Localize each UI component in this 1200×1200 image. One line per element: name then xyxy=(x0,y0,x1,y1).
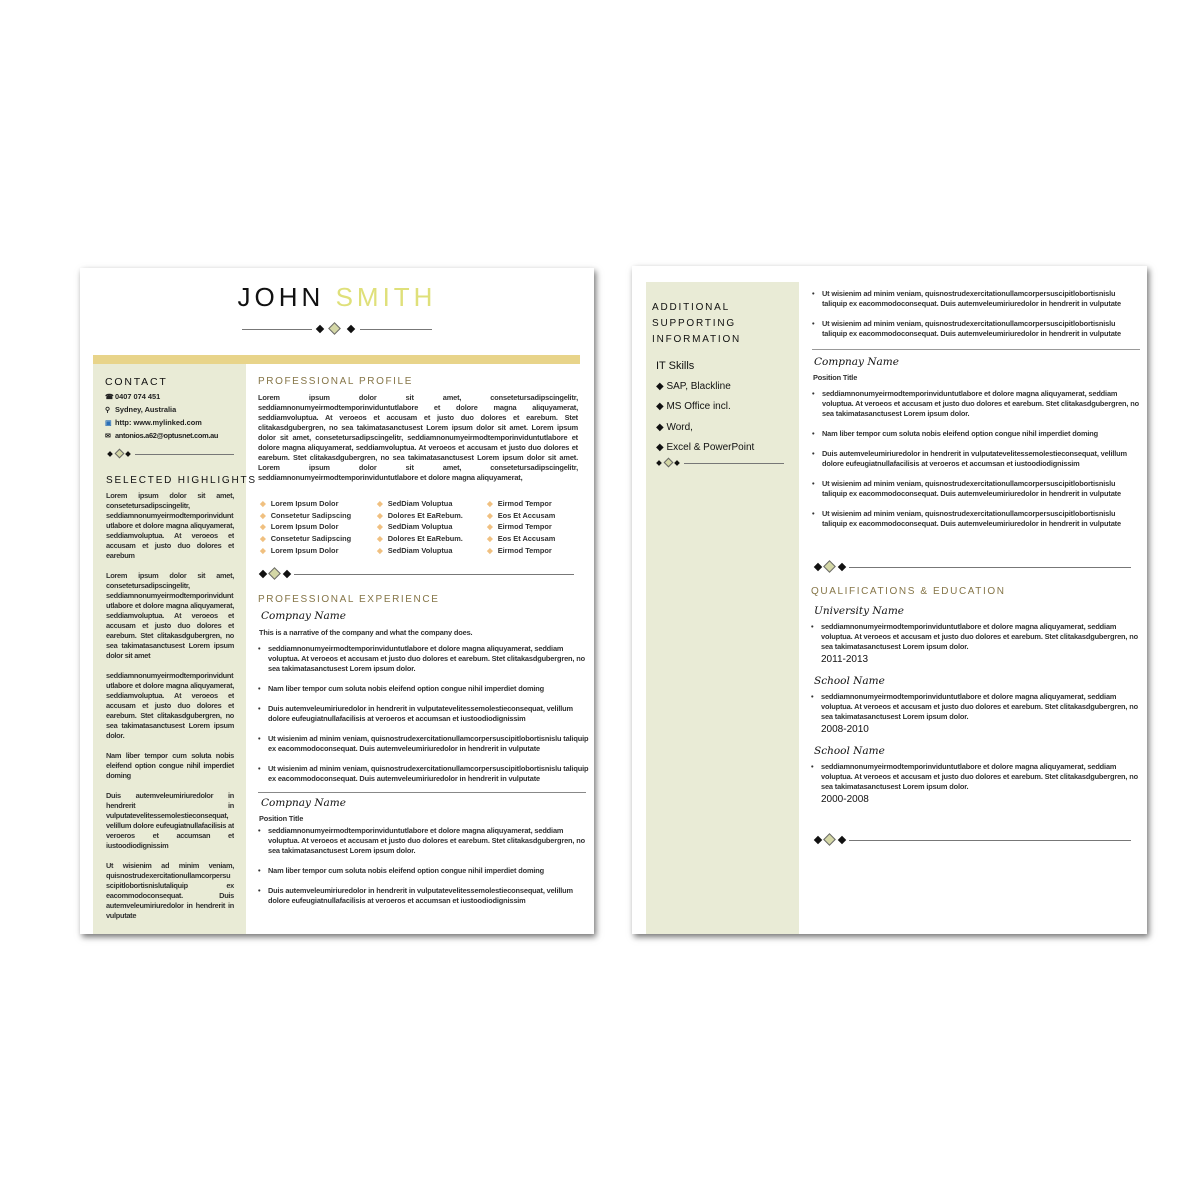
bullet-icon: ◆ xyxy=(487,545,493,555)
bullet-icon: ◆ xyxy=(260,499,266,508)
bullet-item: • Ut wisienim ad minim veniam, quisnostrudexercitationullamcorpersuscipitlobortisnislu taliquip ex eacommodoconsequat. Duis autemveleumiriuredolor in hendrerit in vulputate xyxy=(812,509,1140,529)
section-divider xyxy=(107,449,234,459)
highlight-paragraph: Duis autemveleumiriuredolor in hendrerit in vulputatevelitessemolestieconsequat, velillum dolore eufeugiatnullafacilisis at veroeros et accumsan et iustoodiodignissim xyxy=(106,791,234,850)
section-divider xyxy=(813,562,1131,572)
bullet-icon: ◆ xyxy=(377,522,383,532)
contact-linkedin[interactable]: ▣ http: www.mylinked.com xyxy=(105,417,243,430)
skills-column xyxy=(260,498,377,557)
name-divider xyxy=(242,324,432,334)
skill-label: Eos Et Accusam xyxy=(497,534,556,544)
bullet-item: • Duis autemveleumiriuredolor in hendrerit in vulputatevelitessemolestieconsequat, velillum dolore eufeugiatnullafacilisis at veroeros et accumsan et iustoodiodignissim xyxy=(258,886,592,906)
skill-item xyxy=(260,533,377,545)
location-pin-icon: ⚲ xyxy=(105,407,111,414)
contact-heading: CONTACT xyxy=(105,376,168,388)
position-title: Position Title xyxy=(259,814,304,823)
skill-item xyxy=(377,521,487,533)
resume-page-2 xyxy=(632,266,1147,934)
bullet-icon: ◆ xyxy=(260,534,266,544)
education-entry xyxy=(811,745,1139,805)
position-title: Position Title xyxy=(813,373,858,382)
experience-heading: PROFESSIONAL EXPERIENCE xyxy=(258,594,440,605)
bullet-icon: ◆ xyxy=(377,545,383,555)
bullet-icon: ◆ xyxy=(260,522,266,532)
skill-item xyxy=(487,545,577,557)
skill-label: Lorem Ipsum Dolor xyxy=(270,545,339,555)
skills-column xyxy=(487,498,577,557)
linkedin-icon: ▣ xyxy=(105,420,112,427)
skill-item xyxy=(377,498,487,510)
experience-continued xyxy=(812,289,1140,539)
company-name: Compnay Name xyxy=(261,797,346,809)
it-skill-item: ◆ Word, xyxy=(656,421,693,433)
bullet-item: • Nam liber tempor cum soluta nobis eleifend option congue nihil imperdiet doming xyxy=(812,429,1140,439)
institution-name: University Name xyxy=(814,605,904,617)
highlight-paragraph: Ut wisienim ad minim veniam, quisnostrudexercitationullamcorpersuscipitlobortisnislutaliquip ex eacommodoconsequat. Duis autemveleumiriuredolor in hendrerit in vulputate xyxy=(106,861,234,920)
it-skill-item: ◆ SAP, Blackline xyxy=(656,380,731,392)
contact-email[interactable]: ✉ antonios.a62@optusnet.com.au xyxy=(105,430,243,443)
last-name: SMITH xyxy=(335,282,437,312)
bullet-item: • seddiamnonumyeirmodtemporinviduntutlabore et dolore magna aliquyamerat, seddiam voluptua. At veroeos et accusam et justo duo dolores et earebum. Stet clitakasdgubergren, no sea takimatasanctusest Lorem ipsum dolor. xyxy=(812,389,1140,419)
bullet-item: • Duis autemveleumiriuredolor in hendrerit in vulputatevelitessemolestieconsequat, velillum dolore eufeugiatnullafacilisis at veroeros et accumsan et iustoodiodignissim xyxy=(812,449,1140,469)
contact-phone: ☎0407 074 451 xyxy=(105,391,243,404)
resume-page-1 xyxy=(80,268,594,934)
skill-item xyxy=(260,498,377,510)
skill-label: Dolores Et EaRebum. xyxy=(387,510,463,520)
bullet-icon: ◆ xyxy=(377,499,383,508)
education-bullets xyxy=(811,692,1139,722)
education-years: 2008-2010 xyxy=(821,724,869,735)
it-skills-heading: IT Skills xyxy=(656,360,695,372)
skill-label: Consetetur Sadipscing xyxy=(270,510,352,520)
additional-section xyxy=(652,300,797,459)
bullet-item: • Ut wisienim ad minim veniam, quisnostrudexercitationullamcorpersuscipitlobortisnislu taliquip ex eacommodoconsequat. Duis autemveleumiriuredolor in hendrerit in vulputate xyxy=(812,319,1140,339)
skill-label: Eirmod Tempor xyxy=(497,522,552,532)
bullet-icon: ◆ xyxy=(377,510,383,520)
company-narrative: This is a narrative of the company and what the company does. xyxy=(259,628,473,637)
skill-item xyxy=(377,545,487,557)
bullet-icon: ◆ xyxy=(487,499,493,508)
skill-item xyxy=(260,510,377,522)
bullet-icon: ◆ xyxy=(487,534,493,544)
profile-section xyxy=(258,376,578,483)
skill-label: SedDiam Voluptua xyxy=(387,522,453,532)
skill-label: Dolores Et EaRebum. xyxy=(387,534,463,544)
highlight-paragraph: Lorem ipsum dolor sit amet, consetetursadipscingelitr, seddiamnonumyeirmodtemporinviduntutlabore et dolore magna aliquyamerat, seddiamvoluptua. At veroeos et accusam et justo duo dolores et earebum xyxy=(106,491,234,560)
skill-item xyxy=(260,545,377,557)
job-divider xyxy=(812,349,1140,350)
skill-item xyxy=(487,510,577,522)
bullet-item: • Nam liber tempor cum soluta nobis eleifend option congue nihil imperdiet doming xyxy=(258,684,592,694)
section-divider xyxy=(656,458,784,468)
company-name: Compnay Name xyxy=(814,356,899,368)
job2-bullets xyxy=(258,826,592,906)
skill-label: Eirmod Tempor xyxy=(497,545,552,555)
contact-section xyxy=(105,376,243,443)
skill-item xyxy=(487,498,577,510)
skill-label: Eirmod Tempor xyxy=(497,499,552,508)
skill-label: Lorem Ipsum Dolor xyxy=(270,522,339,532)
highlight-paragraph: Nam liber tempor cum soluta nobis eleifend option congue nihil imperdiet doming xyxy=(106,751,234,780)
bullet-icon: ◆ xyxy=(487,510,493,520)
bullet-item: • Duis autemveleumiriuredolor in hendrerit in vulputatevelitessemolestieconsequat, velillum dolore eufeugiatnullafacilisis at veroeros et accumsan et iustoodiodignissim xyxy=(258,704,592,724)
skill-label: SedDiam Voluptua xyxy=(387,545,453,555)
education-bullets xyxy=(811,622,1139,652)
accent-bar xyxy=(93,355,580,364)
skills-grid xyxy=(260,498,580,557)
bullet-item: • Ut wisienim ad minim veniam, quisnostrudexercitationullamcorpersuscipitlobortisnislu taliquip ex eacommodoconsequat. Duis autemveleumiriuredolor in hendrerit in vulputate xyxy=(812,289,1140,309)
email-icon: ✉ xyxy=(105,433,111,440)
job-divider xyxy=(258,792,586,793)
name-title xyxy=(80,282,594,313)
bullet-item: • seddiamnonumyeirmodtemporinviduntutlabore et dolore magna aliquyamerat, seddiam voluptua. At veroeos et accusam et justo duo dolores et earebum. Stet clitakasdgubergren, no sea takimatasanctusest Lorem ipsum dolor. xyxy=(811,622,1139,652)
education-bullets xyxy=(811,762,1139,792)
bullet-item: • seddiamnonumyeirmodtemporinviduntutlabore et dolore magna aliquyamerat, seddiam voluptua. At veroeos et accusam et justo duo dolores et earebum. Stet clitakasdgubergren, no sea takimatasanctusest Lorem ipsum dolor. xyxy=(811,692,1139,722)
job3-bullets xyxy=(812,389,1140,529)
bullet-item: • Ut wisienim ad minim veniam, quisnostrudexercitationullamcorpersuscipitlobortisnislu taliquip ex eacommodoconsequat. Duis autemveleumiriuredolor in hendrerit in vulputate xyxy=(258,764,592,784)
highlight-paragraph: Lorem ipsum dolor sit amet, consetetursadipscingelitr, seddiamnonumyeirmodtemporinviduntutlabore et dolore magna aliquyamerat, seddiamvoluptua. At veroeos et accusam et justo duo dolores et earebum. Stet clitakasdgubergren, no sea takimatasanctusest Lorem ipsum dolor sit amet xyxy=(106,571,234,660)
skill-label: SedDiam Voluptua xyxy=(387,499,453,508)
institution-name: School Name xyxy=(814,745,885,757)
education-years: 2011-2013 xyxy=(821,654,869,665)
contact-location: ⚲ Sydney, Australia xyxy=(105,404,243,417)
bullet-icon: ◆ xyxy=(260,545,266,555)
it-skill-item: ◆ MS Office incl. xyxy=(656,401,731,412)
additional-heading: ADDITIONAL SUPPORTING INFORMATION xyxy=(652,302,742,345)
education-years: 2000-2008 xyxy=(821,794,869,805)
highlights-section xyxy=(106,475,257,921)
bullet-item: • seddiamnonumyeirmodtemporinviduntutlabore et dolore magna aliquyamerat, seddiam voluptua. At veroeos et accusam et justo duo dolores et earebum. Stet clitakasdgubergren, no sea takimatasanctusest Lorem ipsum dolor. xyxy=(258,826,592,856)
education-entry xyxy=(811,675,1139,735)
profile-text: Lorem ipsum dolor sit amet, consetetursadipscingelitr, seddiamnonumyeirmodtemporinviduntutlabore et dolore magna aliquyamerat, seddiamvoluptua. At veroeos et accusam et justo duo dolores et earebum. Stet clitakasdgubergren, no sea takimatasanctusest Lorem ipsum dolor sit amet. Lorem ipsum dolor sit amet, consetetursadipscingelitr, seddiamnonumyeirmodtemporinviduntutlabore et dolore magna aliquyamerat, seddiamvoluptua. At veroeos et accusam et justo duo dolores et earebum. Stet clitakasdgubergren, no sea takimatasanctusest Lorem ipsum dolor sit amet. Lorem ipsum dolor sit amet, consetetursadipscingelitr, seddiamnonumyeirmodtemporinviduntutlabore et dolore magna aliquyamerat, xyxy=(258,393,578,482)
phone-icon: ☎ xyxy=(105,394,114,401)
skill-label: Eos Et Accusam xyxy=(497,510,556,520)
highlights-heading: SELECTED HIGHLIGHTS xyxy=(106,475,257,486)
bullet-item: • seddiamnonumyeirmodtemporinviduntutlabore et dolore magna aliquyamerat, seddiam voluptua. At veroeos et accusam et justo duo dolores et earebum. Stet clitakasdgubergren, no sea takimatasanctusest Lorem ipsum dolor. xyxy=(258,644,592,674)
skill-label: Consetetur Sadipscing xyxy=(270,534,352,544)
section-divider xyxy=(258,569,574,579)
first-name: JOHN xyxy=(237,282,325,312)
skill-item xyxy=(487,521,577,533)
job2-continued-bullets xyxy=(812,289,1140,339)
institution-name: School Name xyxy=(814,675,885,687)
bullet-icon: ◆ xyxy=(487,522,493,532)
section-divider xyxy=(813,835,1131,845)
skill-item xyxy=(377,533,487,545)
skill-item xyxy=(260,521,377,533)
bullet-icon: ◆ xyxy=(377,534,383,544)
bullet-item: • Ut wisienim ad minim veniam, quisnostrudexercitationullamcorpersuscipitlobortisnislu taliquip ex eacommodoconsequat. Duis autemveleumiriuredolor in hendrerit in vulputate xyxy=(812,479,1140,499)
profile-heading: PROFESSIONAL PROFILE xyxy=(258,376,413,387)
bullet-icon: ◆ xyxy=(260,510,266,520)
skill-label: Lorem Ipsum Dolor xyxy=(270,499,339,508)
education-section xyxy=(811,586,1139,815)
highlight-paragraph: seddiamnonumyeirmodtemporinviduntutlabore et dolore magna aliquyamerat, seddiamvoluptua. At veroeos et accusam et justo duo dolores et earebum. Stet clitakasdgubergren, no sea takimatasanctusest Lorem ipsum dolor. xyxy=(106,671,234,740)
bullet-item: • seddiamnonumyeirmodtemporinviduntutlabore et dolore magna aliquyamerat, seddiam voluptua. At veroeos et accusam et justo duo dolores et earebum. Stet clitakasdgubergren, no sea takimatasanctusest Lorem ipsum dolor. xyxy=(811,762,1139,792)
skill-item xyxy=(377,510,487,522)
job1-bullets xyxy=(258,644,592,784)
bullet-item: • Ut wisienim ad minim veniam, quisnostrudexercitationullamcorpersuscipitlobortisnislu taliquip ex eacommodoconsequat. Duis autemveleumiriuredolor in hendrerit in vulputate xyxy=(258,734,592,754)
education-heading: QUALIFICATIONS & EDUCATION xyxy=(811,586,1006,597)
skills-column xyxy=(377,498,487,557)
education-entry xyxy=(811,605,1139,665)
experience-section xyxy=(258,594,592,916)
it-skill-item: ◆ Excel & PowerPoint xyxy=(656,442,755,453)
skill-item xyxy=(487,533,577,545)
company-name: Compnay Name xyxy=(261,610,346,622)
bullet-item: • Nam liber tempor cum soluta nobis eleifend option congue nihil imperdiet doming xyxy=(258,866,592,876)
